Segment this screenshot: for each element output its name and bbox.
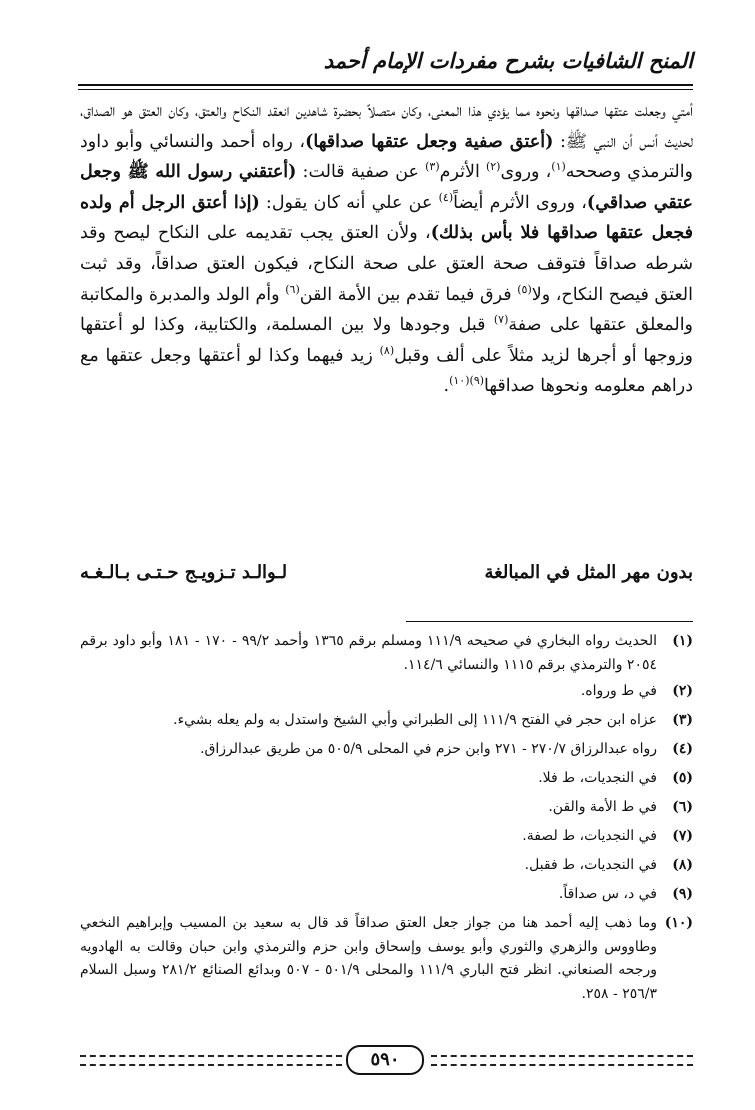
footnotes <box>80 627 693 1006</box>
text-segment: ، ولأن العتق يجب تقديمه على النكاح ليصح وقد شرطه صداقاً فتوقف صحة العتق على صحة النكاح، فيكون العتق صداقاً، وقد ثبت العتق فيصح النكاح، ولا <box>80 223 694 305</box>
text-segment: عن صفية قالت: <box>296 162 426 183</box>
footnote-item <box>80 851 693 880</box>
footnote-ref: (٥) <box>517 282 532 296</box>
text-segment: ، وروى الأثرم أيضاً <box>453 192 587 213</box>
verse-hemistich-first: بدون مهر المثل في المبالغة <box>484 562 693 583</box>
footnote-item <box>80 822 693 851</box>
footnote-item <box>80 909 693 1006</box>
footnote-text: في النجديات، ط فلا. <box>538 770 657 786</box>
text-segment: ، وروى <box>500 162 552 183</box>
footnote-number: (١) <box>672 633 693 649</box>
footnote-number: (٢) <box>672 683 693 699</box>
footnote-ref: (٩)(١٠) <box>449 374 485 388</box>
page-footer <box>80 1045 693 1075</box>
text-segment: وأم الولد والمدبرة والمكاتبة والمعلق عتقها على صفة <box>80 284 694 336</box>
footnote-text: الحديث رواه البخاري في صحيحه ١١١/٩ ومسلم برقم ١٣٦٥ وأحمد ٩٩/٢ - ١٧٠ - ١٨١ وأبو داود برقم ٢٠٥٤ والترمذي برقم ١١١٥ والنسائي ١١٤/٦. <box>80 633 657 673</box>
footnote-item <box>80 677 693 706</box>
footnote-number: (٣) <box>672 712 693 728</box>
footnote-text: عزاه ابن حجر في الفتح ١١١/٩ إلى الطبراني وأبي الشيخ واستدل به ولم يعله بشيء. <box>173 712 657 728</box>
page-number: ٥٩٠ <box>346 1045 424 1075</box>
footnote-number: (٧) <box>672 828 693 844</box>
footnote-item <box>80 627 693 677</box>
footnote-number: (١٠) <box>664 915 693 931</box>
text-segment: قبل وجودها ولا بين المسلمة، والكتابية، وكذا لو أعتقها وزوجها أو أجرها لزيد مثلاً على ألف وقبل <box>80 315 693 366</box>
footnote-number: (٥) <box>672 770 693 786</box>
footnote-number: (٤) <box>672 741 693 757</box>
text-segment: الأثرم <box>439 162 486 183</box>
footnote-number: (٩) <box>672 886 693 902</box>
footnote-ref: (١) <box>551 160 566 174</box>
hadith-quote: (أعتق صفية وجعل عتقها صداقها) <box>305 131 554 152</box>
poem-verse <box>80 562 693 583</box>
header-rule <box>78 84 693 90</box>
footnote-number: (٨) <box>672 857 693 873</box>
footnote-ref: (٦) <box>285 282 300 296</box>
footnote-text: في النجديات، ط فقبل. <box>524 857 657 873</box>
footnote-item <box>80 764 693 793</box>
footnote-item <box>80 793 693 822</box>
footnote-separator <box>406 621 693 622</box>
verse-hemistich-second: لـوالـد تـزويـج حـتـى بـالـغـه <box>80 562 288 583</box>
hadith-quote: (إذا أعتق الرجل أم ولده فجعل عتقها صداقها فلا بأس بذلك) <box>80 192 693 244</box>
footnote-ref: (٤) <box>438 190 454 204</box>
text-segment: أمتي وجعلت عتقها صداقها ونحوه مما يؤدي هذا المعنى، وكان متصلاً بحضرة شاهدين انعقد النكاح والعتق، وكان العتق هو الصداق، لحديث أنس أن النبي ﷺ: <box>80 101 693 152</box>
footnote-text: في د، س صداقاً. <box>558 886 657 902</box>
footer-ornament-left <box>80 1055 342 1066</box>
text-segment: زيد فيهما وكذا لو أعتقها وجعل عتقها مع دراهم معلومه ونحوها صداقها <box>80 345 693 397</box>
footnote-text: رواه عبدالرزاق ٢٧٠/٧ - ٢٧١ وابن حزم في المحلى ٥٠٥/٩ من طريق عبدالرزاق. <box>200 741 657 757</box>
footnote-text: وما ذهب إليه أحمد هنا من جواز جعل العتق صداقاً قد قال به سعيد بن المسيب وإبراهيم النخعي وطاووس والزهري والثوري وأبو يوسف وإسحاق وابن حزم والترمذي وابن حبان وقالت به الهادويه ورجحه الصنعاني. انظر فتح الباري ١١١/٩ والمحلى ٥٠١/٩ - ٥٠٧ وبدائع الصنائع ٢٨١/٢ وسبل السلام ٢٥٦/٣ - ٢٥٨. <box>80 915 657 1002</box>
text-segment: عن علي أنه كان يقول: <box>259 192 439 213</box>
footnote-ref: (٨) <box>379 343 395 357</box>
footnote-item <box>80 706 693 735</box>
text-segment: ، رواه أحمد والنسائي وأبو داود والترمذي وصححه <box>80 131 694 183</box>
footnote-item <box>80 735 693 764</box>
footnote-text: في النجديات، ط لصفة. <box>522 828 657 844</box>
footnote-text: في ط الأمة والقن. <box>548 799 657 815</box>
footnote-number: (٦) <box>672 799 693 815</box>
hadith-quote: (أعتقني رسول الله ﷺ وجعل عتقي صداقي) <box>80 162 693 213</box>
text-segment: فرق فيما تقدم بين الأمة القن <box>299 284 518 305</box>
footnote-ref: (٢) <box>485 160 501 174</box>
footer-ornament-right <box>431 1055 693 1066</box>
footnote-item <box>80 880 693 909</box>
running-header: المنح الشافيات بشرح مفردات الإمام أحمد <box>323 48 693 73</box>
text-segment: . <box>443 376 450 397</box>
footnote-text: في ط ورواه. <box>580 683 657 699</box>
footnote-ref: (٧) <box>493 313 509 327</box>
footnote-ref: (٣) <box>425 160 440 174</box>
main-text <box>80 96 693 402</box>
